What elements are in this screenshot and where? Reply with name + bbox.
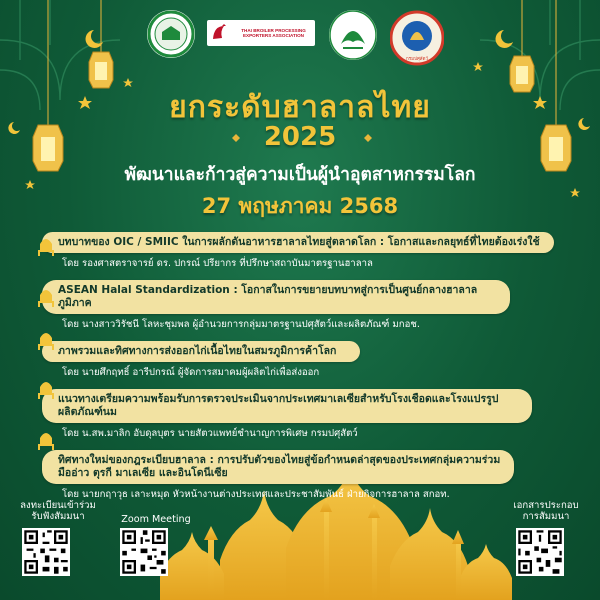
docs-label-line2: การสัมมนา	[522, 511, 570, 522]
topic-speaker: โดย นายศึกฤทธิ์ อารีปกรณ์ ผู้จัดการสมาคมผู้ผลิตไก่เพื่อส่งออก	[62, 367, 320, 378]
thai-broiler-association-logo	[207, 20, 315, 46]
topic-title: ASEAN Halal Standardization : โอกาสในการขยายบทบาทสู่การเป็นศูนย์กลางฮาลาลภูมิภาค	[42, 280, 510, 314]
topic-item	[42, 389, 600, 440]
acfs-logo	[329, 10, 377, 60]
register-label	[8, 500, 108, 522]
association-name-line2: EXPORTERS ASSOCIATION	[242, 33, 304, 38]
topic-title: แนวทางเตรียมความพร้อมรับการตรวจประเมินจากประเทศมาเลเซียสำหรับโรงเชือดและโรงแปรรูปผลิตภัณฑ์นม	[42, 389, 532, 423]
zoom-label: Zoom Meeting	[121, 514, 191, 525]
topic-list	[0, 232, 600, 501]
main-title: ยกระดับฮาลาลไทย	[169, 90, 431, 125]
dld-caption: กรมปศุสัตว์	[405, 57, 429, 62]
qr-code-icon	[120, 528, 168, 576]
register-label-line2: รับฟังสัมมนา	[31, 511, 85, 522]
zoom-qr-code[interactable]	[120, 528, 168, 576]
qr-code-icon	[22, 528, 70, 576]
chicken-association-logo	[147, 10, 195, 58]
broiler-mark-icon	[210, 22, 232, 44]
topic-item	[42, 341, 600, 379]
topic-title: ภาพรวมและทิศทางการส่งออกไก่เนื้อไทยในสมรภูมิการค้าโลก	[42, 341, 360, 362]
topic-item	[42, 280, 600, 331]
register-label-line1: ลงทะเบียนเข้าร่วม	[20, 500, 96, 511]
docs-qr-code[interactable]	[516, 528, 564, 576]
title-year: 2025	[263, 122, 337, 152]
topic-item	[42, 232, 600, 270]
docs-label-line1: เอกสารประกอบ	[513, 500, 579, 511]
logo-row	[0, 10, 600, 72]
event-date: 27 พฤษภาคม 2568	[201, 194, 399, 218]
topic-speaker: โดย นายกฤาวุธ เลาะหมุด หัวหน้างานต่างประเทศและประชาสัมพันธ์ ฝ่ายกิจการฮาลาล สกอท.	[62, 489, 450, 500]
qr-code-icon	[516, 528, 564, 576]
subtitle: พัฒนาและก้าวสู่ความเป็นผู้นำอุตสาหกรรมโลก	[124, 165, 476, 185]
topic-title: บทบาทของ OIC / SMIIC ในการผลักดันอาหารฮาลาลไทยสู่ตลาดโลก : โอกาสและกลยุทธ์ที่ไทยต้องเร่งใช้	[42, 232, 554, 253]
register-qr-code[interactable]	[22, 528, 70, 576]
association-name-line1: THAI BROILER PROCESSING	[241, 27, 306, 33]
topic-speaker: โดย นางสาววิรัชนี โลหะชุมพล ผู้อำนวยการกลุ่มมาตรฐานปศุสัตว์และผลิตภัณฑ์ มกอช.	[62, 319, 420, 330]
topic-speaker: โดย น.สพ.มาลิก อับดุลบุตร นายสัตวแพทย์ชำนาญการพิเศษ กรมปศุสัตว์	[62, 428, 358, 439]
dld-logo	[390, 10, 444, 66]
docs-label	[498, 500, 594, 522]
topic-speaker: โดย รองศาสตราจารย์ ดร. ปกรณ์ ปรียากร ที่ปรึกษาสถาบันมาตรฐานฮาลาล	[62, 258, 373, 269]
topic-item	[42, 450, 600, 501]
topic-title: ทิศทางใหม่ของกฎระเบียบฮาลาล : การปรับตัวของไทยสู่ข้อกำหนดล่าสุดของประเทศกลุ่มความร่วมมืออ่าว ตุรกี มาเลเซีย และอินโดนีเซีย	[42, 450, 514, 484]
